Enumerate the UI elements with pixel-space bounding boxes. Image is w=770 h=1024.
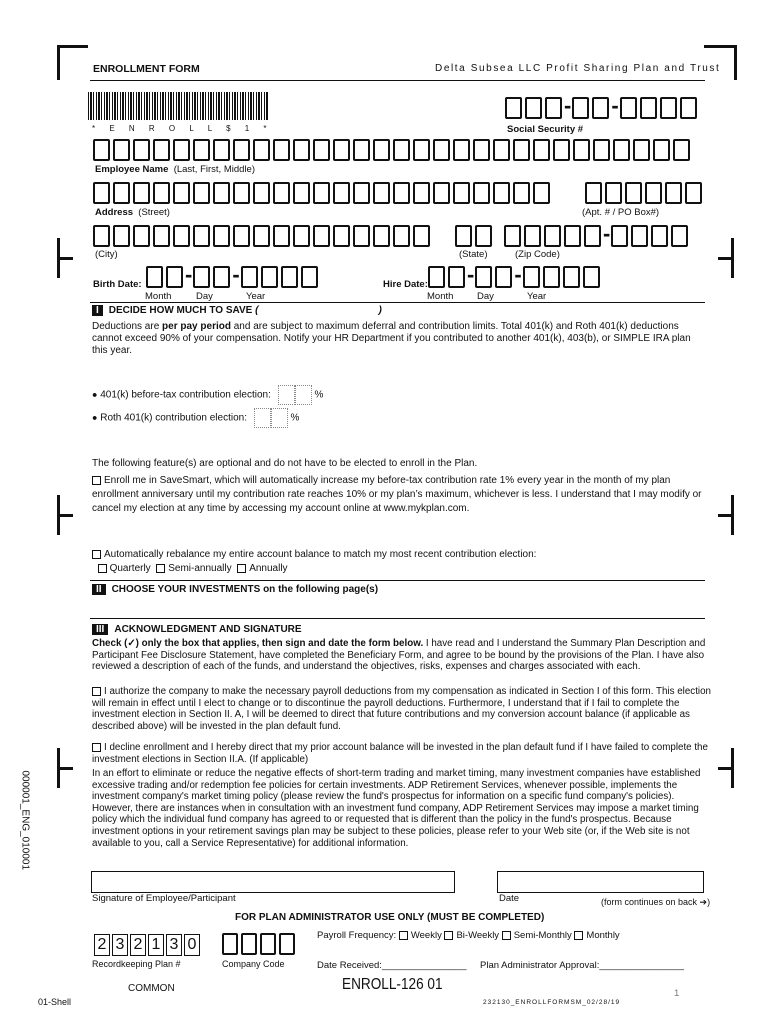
char-box[interactable] [585,182,602,204]
date-received-field[interactable]: Date Received:________________ [317,960,467,971]
char-box[interactable] [373,139,390,161]
char-box[interactable] [533,182,550,204]
semiannually-checkbox[interactable] [156,564,165,573]
common-label: COMMON [128,983,175,994]
section-1-intro: Deductions are per pay period and are subject to maximum deferral and contribution limits. Total 401(k) and Roth 401(k) deductions cannot exceed 90% of your compensation. Notify your HR Department if you contributed to another 401(k), 403(b), or SIMPLE IRA plan this year. [92,321,691,357]
char-box[interactable] [583,266,600,288]
roth-election: ● Roth 401(k) contribution election: % [92,408,299,428]
char-box[interactable] [613,139,630,161]
address-label: Address (Street) [95,207,170,218]
char-box[interactable] [93,225,110,247]
section-1-heading: I DECIDE HOW MUCH TO SAVE ( ) [92,305,382,316]
city-label: (City) [95,249,118,260]
char-box[interactable] [293,225,310,247]
zip-field[interactable]: - [504,225,691,247]
savesmart-checkbox[interactable] [92,476,101,485]
char-box[interactable] [173,225,190,247]
char-box[interactable] [93,182,110,204]
quarterly-checkbox[interactable] [98,564,107,573]
char-box[interactable] [513,139,530,161]
char-box[interactable] [473,182,490,204]
form-title: ENROLLMENT FORM [93,63,200,75]
char-box[interactable] [653,139,670,161]
char-box[interactable] [563,266,580,288]
char-box[interactable] [625,182,642,204]
birth-date-label: Birth Date: [93,279,142,290]
section-3-heading: III ACKNOWLEDGMENT AND SIGNATURE [92,624,302,635]
char-box[interactable] [133,225,150,247]
char-box[interactable] [273,182,290,204]
monthly-checkbox[interactable] [574,931,583,940]
state-label: (State) [459,249,488,260]
char-box[interactable] [448,266,465,288]
char-box[interactable] [241,933,257,955]
char-box[interactable] [353,139,370,161]
char-box[interactable] [605,182,622,204]
employee-name-label: Employee Name (Last, First, Middle) [95,164,255,175]
char-box[interactable] [493,182,510,204]
signature-field[interactable] [91,871,455,893]
char-box[interactable] [193,225,210,247]
char-box[interactable] [113,182,130,204]
char-box[interactable] [504,225,521,247]
recordkeeping-plan-number [94,934,202,956]
annually-checkbox[interactable] [237,564,246,573]
char-box[interactable] [564,225,581,247]
pretax-percent-input[interactable] [278,385,295,405]
char-box[interactable] [233,225,250,247]
char-box[interactable] [353,182,370,204]
char-box[interactable] [333,225,350,247]
side-mark [57,514,73,517]
char-box[interactable] [213,225,230,247]
char-box[interactable] [261,266,278,288]
plan-digit: 2 [130,934,146,956]
biweekly-checkbox[interactable] [444,931,453,940]
char-box[interactable] [193,266,210,288]
char-box[interactable] [153,182,170,204]
payroll-frequency: Payroll Frequency: Weekly Bi-Weekly Semi-Monthly Monthly [317,930,620,941]
char-box[interactable] [146,266,163,288]
char-box[interactable] [313,182,330,204]
char-box[interactable] [133,139,150,161]
char-box[interactable] [333,182,350,204]
char-box[interactable] [671,225,688,247]
char-box[interactable] [153,225,170,247]
zip-label: (Zip Code) [515,249,560,260]
barcode-icon [88,92,268,120]
char-box[interactable] [373,182,390,204]
char-box[interactable] [313,139,330,161]
char-box[interactable] [213,182,230,204]
admin-title: FOR PLAN ADMINISTRATOR USE ONLY (MUST BE COMPLETED) [235,912,545,923]
char-box[interactable] [313,225,330,247]
company-code-label: Company Code [222,959,285,969]
plan-digit: 2 [94,934,110,956]
char-box[interactable] [593,139,610,161]
char-box[interactable] [533,139,550,161]
plan-digit: 3 [166,934,182,956]
char-box[interactable] [543,266,560,288]
char-box[interactable] [433,182,450,204]
char-box[interactable] [631,225,648,247]
char-box[interactable] [685,182,702,204]
hire-month-label: Month [427,291,454,302]
address-street-field[interactable] [93,182,553,204]
hire-date-label: Hire Date: [383,279,428,290]
char-box[interactable] [523,266,540,288]
char-box[interactable] [413,225,430,247]
acknowledgment-text: Check (✓) only the box that applies, then sign and date the form below. I have read and I understand the Summary Plan Description and Participant Fee Disclosure Statement, have completed the Beneficiary Form, and agree to be bound by the provisions of the Plan. I have also reviewed a description of each of the funds, and understand the objectives, risks, expenses and charges associated with each. [92,638,706,673]
recordkeeping-label: Recordkeeping Plan # [92,959,181,969]
address-apt-field[interactable] [585,182,705,204]
birth-year-label: Year [246,291,266,302]
corner-mark-top-left [57,45,88,80]
char-box[interactable] [279,933,295,955]
company-code-field[interactable] [222,933,298,955]
side-mark [57,257,73,260]
char-box[interactable] [353,225,370,247]
char-box[interactable] [584,225,601,247]
side-mark [718,514,734,517]
char-box[interactable] [173,139,190,161]
char-box[interactable] [611,225,628,247]
char-box[interactable] [373,225,390,247]
state-field[interactable] [455,225,495,247]
char-box[interactable] [241,266,258,288]
char-box[interactable] [213,139,230,161]
char-box[interactable] [253,182,270,204]
shell-code: 01-Shell [38,997,72,1007]
section-2-heading: II CHOOSE YOUR INVESTMENTS on the following page(s) [92,584,378,595]
section-2-rule [90,580,705,581]
side-mark [718,257,734,260]
char-box[interactable] [153,139,170,161]
weekly-checkbox[interactable] [399,931,408,940]
apt-label: (Apt. # / PO Box#) [582,207,660,218]
form-code: ENROLL-126 01 [342,976,443,993]
char-box[interactable] [301,266,318,288]
char-box[interactable] [573,139,590,161]
char-box[interactable] [544,225,561,247]
char-box[interactable] [651,225,668,247]
authorize-checkbox[interactable] [92,687,101,696]
char-box[interactable] [455,225,472,247]
birth-month-label: Month [145,291,172,302]
hire-date-field[interactable]: - - [428,266,603,288]
plan-digit: 1 [148,934,164,956]
char-box[interactable] [113,139,130,161]
barcode-text: * E N R O L L $ 1 * [92,124,273,133]
date-label: Date [499,893,520,904]
date-field[interactable] [497,871,704,893]
char-box[interactable] [473,139,490,161]
char-box[interactable] [273,139,290,161]
rebalance-option[interactable]: Automatically rebalance my entire account balance to match my most recent contribution election: Quarterly Semi-annually Annually [92,548,707,576]
char-box[interactable] [524,225,541,247]
char-box[interactable] [253,225,270,247]
semimonthly-checkbox[interactable] [502,931,511,940]
signature-label: Signature of Employee/Participant [92,893,236,904]
section-3-rule [90,618,705,619]
char-box[interactable] [273,225,290,247]
char-box[interactable] [665,182,682,204]
char-box[interactable] [428,266,445,288]
file-code: 232130_ENROLLFORMSM_02/28/19 [483,999,621,1006]
header-rule [90,80,705,81]
char-box[interactable] [233,139,250,161]
plan-name: Delta Subsea LLC Profit Sharing Plan and Trust [435,63,721,74]
admin-approval-field[interactable]: Plan Administrator Approval:________________ [480,960,684,971]
plan-digit: 3 [112,934,128,956]
decline-checkbox[interactable] [92,743,101,752]
char-box[interactable] [193,182,210,204]
char-box[interactable] [475,266,492,288]
side-mark [718,767,734,770]
char-box[interactable] [453,139,470,161]
roth-percent-input-2[interactable] [271,408,288,428]
ssn-label: Social Security # [507,124,584,135]
pretax-percent-input-2[interactable] [295,385,312,405]
char-box[interactable] [393,225,410,247]
hire-day-label: Day [477,291,494,302]
char-box[interactable] [93,139,110,161]
roth-percent-input[interactable] [254,408,271,428]
char-box[interactable] [433,139,450,161]
char-box[interactable] [173,182,190,204]
side-code: 000001_ENG_010001 [19,770,31,871]
char-box[interactable] [413,139,430,161]
section-1-rule [90,302,705,303]
char-box[interactable] [333,139,350,161]
char-box[interactable] [281,266,298,288]
char-box[interactable] [475,225,492,247]
char-box[interactable] [393,139,410,161]
char-box[interactable] [495,266,512,288]
market-timing-text: In an effort to eliminate or reduce the negative effects of short-term trading and market timing, many investment companies have established excessive trading and/or redemption fee policies for certain investments. ADP Retirement Services, whenever possible, implements the investment company's market timing policy (please review the fund's prospectus for information on a specific fund company's policies). However, there are instances when in consultation with an investment fund company, ADP Retirement Services may impose a market timing policy which the individual fund company has agreed to or requested that is different than the policy in the fund's prospectus. Because investment options in your retirement savings plan may be subject to these policies, please refer to your Web site (or, if the Web site is not available to you, call a Service Representative) for additional information. [92,768,701,849]
decline-option[interactable]: I decline enrollment and I hereby direct that my prior account balance will be invested in the plan default fund if I have failed to complete the investment elections in Section II.A. (If applicable) [92,742,708,765]
char-box[interactable] [493,139,510,161]
char-box[interactable] [166,266,183,288]
form-continues-note: (form continues on back ➔) [601,897,711,907]
pretax-election: ● 401(k) before-tax contribution election: % [92,385,323,405]
char-box[interactable] [113,225,130,247]
optional-features-intro: The following feature(s) are optional and do not have to be elected to enroll in the Plan. [92,458,478,469]
char-box[interactable] [673,139,690,161]
plan-digit: 0 [184,934,200,956]
savesmart-option[interactable]: Enroll me in SaveSmart, which will automatically increase my before-tax contribution rate 1% every year in the month of my plan enrollment anniversary until my contribution rate reaches 10% or my plan’s maximum, whichever is less. I understand that I may modify or cancel my election at any time by accessing my account online at www.mykplan.com. [92,475,702,514]
char-box[interactable] [553,139,570,161]
char-box[interactable] [233,182,250,204]
hire-year-label: Year [527,291,547,302]
char-box[interactable] [193,139,210,161]
page-number: 1 [674,988,680,999]
char-box[interactable] [453,182,470,204]
employee-name-field[interactable] [93,139,693,161]
char-box[interactable] [393,182,410,204]
char-box[interactable] [133,182,150,204]
birth-day-label: Day [196,291,213,302]
char-box[interactable] [293,182,310,204]
char-box[interactable] [513,182,530,204]
char-box[interactable] [293,139,310,161]
char-box[interactable] [213,266,230,288]
char-box[interactable] [633,139,650,161]
ssn-field[interactable]: - - [505,97,700,119]
char-box[interactable] [645,182,662,204]
side-mark [57,767,73,770]
birth-date-field[interactable]: - - [146,266,321,288]
rebalance-checkbox[interactable] [92,550,101,559]
authorize-option[interactable]: I authorize the company to make the necessary payroll deductions from my compensation as indicated in Section I of this form. This election will remain in effect until I elect to change or to discontinue the payroll deductions. Furthermore, I understand that if I fail to complete the investment election in Section II. A, I will be deemed to direct that future contributions and my conversion account balance (if applicable as described above) will be invested in the plan default fund. [92,686,711,732]
char-box[interactable] [260,933,276,955]
city-field[interactable] [93,225,433,247]
char-box[interactable] [253,139,270,161]
char-box[interactable] [222,933,238,955]
char-box[interactable] [413,182,430,204]
